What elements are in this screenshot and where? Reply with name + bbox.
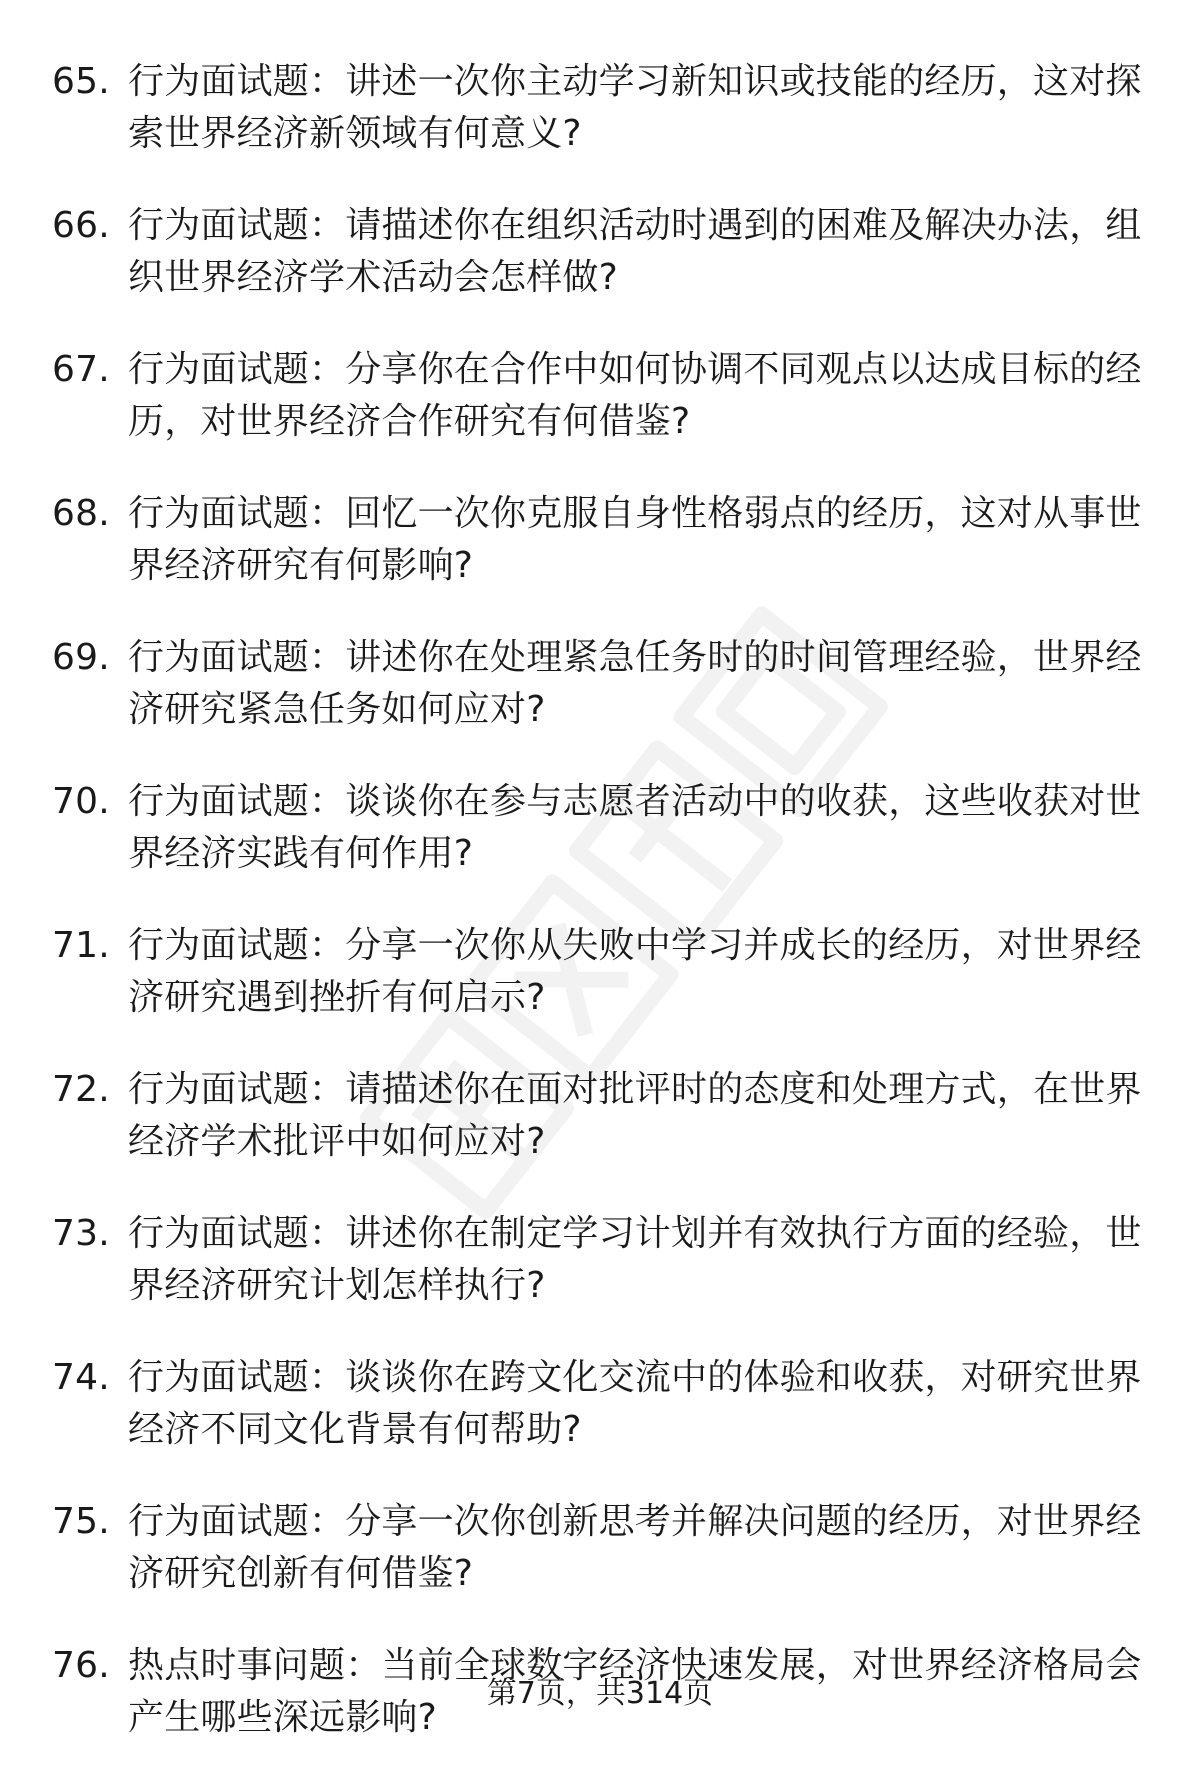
question-number: 66.: [52, 205, 110, 246]
question-number: 75.: [52, 1501, 110, 1542]
list-item: [52, 200, 1162, 304]
question-number: 67.: [52, 349, 110, 390]
list-item: [52, 56, 1162, 160]
question-text: 行为面试题：请描述你在面对批评时的态度和处理方式，在世界经济学术批评中如何应对?: [128, 1069, 1142, 1162]
question-number: 73.: [52, 1213, 110, 1254]
question-number: 70.: [52, 781, 110, 822]
question-number: 74.: [52, 1357, 110, 1398]
question-text: 热点时事问题：当前全球数字经济快速发展，对世界经济格局会产生哪些深远影响?: [128, 1645, 1142, 1738]
question-text: 行为面试题：分享一次你创新思考并解决问题的经历，对世界经济研究创新有何借鉴?: [128, 1501, 1142, 1594]
question-number: 69.: [52, 637, 110, 678]
list-item: [52, 776, 1162, 880]
page-number: 第7页，共314页: [486, 1676, 714, 1711]
question-text: 行为面试题：讲述一次你主动学习新知识或技能的经历，这对探索世界经济新领域有何意义?: [128, 61, 1142, 154]
question-text: 行为面试题：谈谈你在参与志愿者活动中的收获，这些收获对世界经济实践有何作用?: [128, 781, 1142, 874]
question-text: 行为面试题：讲述你在制定学习计划并有效执行方面的经验，世界经济研究计划怎样执行?: [128, 1213, 1142, 1306]
list-item: [52, 1496, 1162, 1600]
question-text: 行为面试题：讲述你在处理紧急任务时的时间管理经验，世界经济研究紧急任务如何应对?: [128, 637, 1142, 730]
question-number: 68.: [52, 493, 110, 534]
question-text: 行为面试题：分享一次你从失败中学习并成长的经历，对世界经济研究遇到挫折有何启示?: [128, 925, 1142, 1018]
question-list: [52, 56, 1162, 1784]
question-number: 71.: [52, 925, 110, 966]
list-item: [52, 1352, 1162, 1456]
question-text: 行为面试题：回忆一次你克服自身性格弱点的经历，这对从事世界经济研究有何影响?: [128, 493, 1142, 586]
list-item: [52, 1064, 1162, 1168]
question-number: 65.: [52, 61, 110, 102]
question-text: 行为面试题：分享你在合作中如何协调不同观点以达成目标的经历，对世界经济合作研究有何借鉴?: [128, 349, 1142, 442]
list-item: [52, 1208, 1162, 1312]
question-number: 72.: [52, 1069, 110, 1110]
question-number: 76.: [52, 1645, 110, 1686]
list-item: [52, 488, 1162, 592]
question-text: 行为面试题：请描述你在组织活动时遇到的困难及解决办法，组织世界经济学术活动会怎样做?: [128, 205, 1142, 298]
list-item: [52, 920, 1162, 1024]
list-item: [52, 344, 1162, 448]
list-item: [52, 632, 1162, 736]
question-text: 行为面试题：谈谈你在跨文化交流中的体验和收获，对研究世界经济不同文化背景有何帮助?: [128, 1357, 1142, 1450]
